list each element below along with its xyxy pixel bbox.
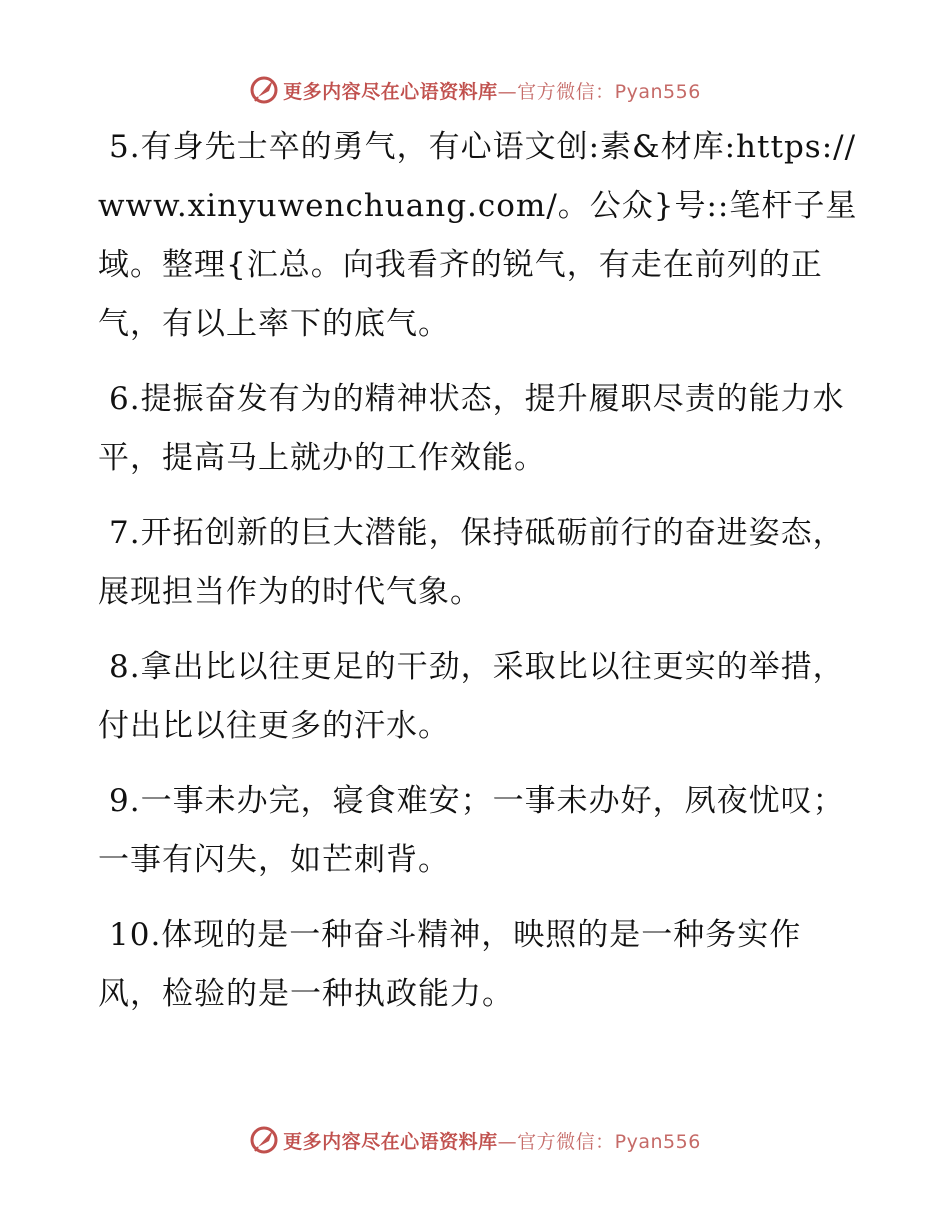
- banner-main-text: 更多内容尽在心语资料库: [283, 80, 498, 103]
- banner-official-text: —官方微信：Pyan556: [497, 1130, 701, 1153]
- paragraph-text: 10.体现的是一种奋斗精神，映照的是一种务实作风，检验的是一种执政能力。: [98, 917, 802, 1012]
- banner-main-text: 更多内容尽在心语资料库: [283, 1130, 498, 1153]
- footer-banner: [0, 1122, 950, 1158]
- quill-circle-icon: [249, 75, 279, 105]
- paragraph-10: [98, 906, 858, 1024]
- paragraph-text: 6.提振奋发有为的精神状态，提升履职尽责的能力水平，提高马上就办的工作效能。: [98, 381, 845, 476]
- paragraph-9: [98, 772, 858, 890]
- banner-text: [283, 77, 701, 104]
- paragraph-6: [98, 370, 858, 488]
- banner-official-text: —官方微信：Pyan556: [497, 80, 701, 103]
- paragraph-5: [98, 118, 858, 354]
- banner-text: [283, 1127, 701, 1154]
- paragraph-text: 9.一事未办完，寝食难安；一事未办好，夙夜忧叹；一事有闪失，如芒刺背。: [98, 783, 845, 878]
- paragraph-text: 7.开拓创新的巨大潜能，保持砥砺前行的奋进姿态，展现担当作为的时代气象。: [98, 515, 845, 610]
- paragraph-text: 8.拿出比以往更足的干劲，采取比以往更实的举措，付出比以往更多的汗水。: [98, 649, 845, 744]
- paragraph-7: [98, 504, 858, 622]
- paragraph-text: 5.有身先士卒的勇气，有心语文创:素&材库:https://www.xinyuwenchuang.com/。公众}号::笔杆子星域。整理{汇总。向我看齐的锐气，有走在前列的正气，有以上率下的底气。: [98, 129, 858, 342]
- document-body: [98, 118, 858, 1040]
- paragraph-8: [98, 638, 858, 756]
- header-banner: [0, 72, 950, 108]
- quill-circle-icon: [249, 1125, 279, 1155]
